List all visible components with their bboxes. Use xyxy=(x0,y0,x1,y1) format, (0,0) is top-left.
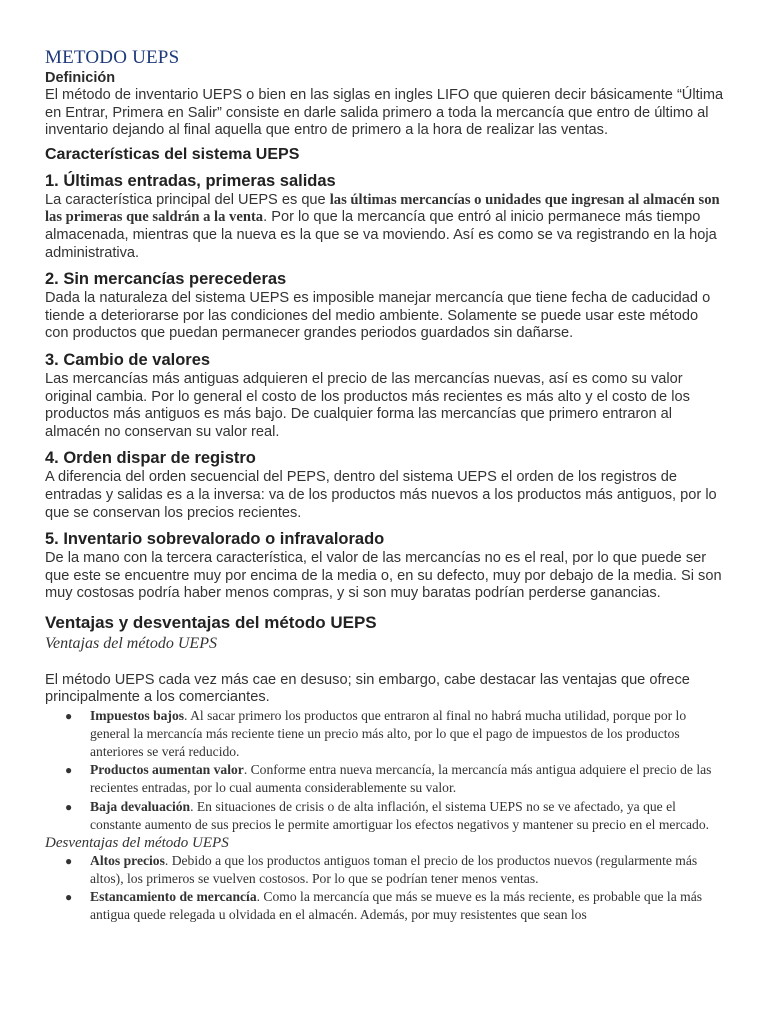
disadvantages-list xyxy=(45,852,724,924)
bullet-icon: ● xyxy=(65,853,73,868)
characteristic-1-text-before: La característica principal del UEPS es que xyxy=(45,191,330,208)
document-title: METODO UEPS xyxy=(45,47,180,68)
advantages-list xyxy=(45,707,724,834)
list-item xyxy=(65,888,724,924)
disadvantages-subheading: Desventajas del método UEPS xyxy=(45,834,229,851)
advantage-2-term: Productos aumentan valor xyxy=(90,762,244,778)
bullet-icon: ● xyxy=(65,709,73,724)
pros-cons-heading: Ventajas y desventajas del método UEPS xyxy=(45,612,377,632)
bullet-icon: ● xyxy=(65,889,73,904)
advantage-1-text: . Al sacar primero los productos que entraron al final no habrá mucha utilidad, porque por lo general la mercancía más reciente tiene un precio más alto, por lo que el pago de impuestos de los productos anteriores se verá reducido. xyxy=(90,708,687,760)
characteristic-1-text xyxy=(45,192,724,262)
characteristic-2-heading: 2. Sin mercancías perecederas xyxy=(45,270,287,289)
characteristic-1-text-after: . Por lo que la mercancía que entró al inicio permanece más tiempo almacenada, mientras que la nueva es la que se va moviendo. Así es como se va registrando en la hoja administrativa. xyxy=(45,209,717,261)
list-item xyxy=(65,852,724,888)
bullet-icon: ● xyxy=(65,799,73,814)
advantage-2-text: . Conforme entra nueva mercancía, la mercancía más antigua adquiere el precio de las recientes entradas, por lo cual aumenta considerablemente su valor. xyxy=(90,762,712,796)
bullet-icon: ● xyxy=(65,763,73,778)
advantage-3-text: . En situaciones de crisis o de alta inflación, el sistema UEPS no se ve afectado, ya que el constante aumento de sus precios le permite amortiguar los efectos negativos y mantener su precio en el mercado. xyxy=(90,798,710,832)
characteristic-3-text: Las mercancías más antiguas adquieren el precio de las mercancías nuevas, así es como su valor original cambia. Por lo general el costo de los productos más recientes es más alto y el costo de los productos más antiguos es más bajo. De cualquier forma las mercancías que primero entraron al almacén no conservan su valor real. xyxy=(45,370,690,440)
characteristic-3-heading: 3. Cambio de valores xyxy=(45,350,211,369)
definition-text: El método de inventario UEPS o bien en las siglas en ingles LIFO que quieren decir básicamente “Última en Entrar, Primera en Salir” consiste en darle salida primero a toda la mercancía que entro de último al inventario dejando al final aquella que entro de primero a la hora de realizar las ventas. xyxy=(45,87,724,139)
list-item xyxy=(65,798,724,834)
characteristic-5-heading: 5. Inventario sobrevalorado o infravalorado xyxy=(45,530,385,549)
definition-heading: Definición xyxy=(45,70,116,86)
characteristic-2-text: Dada la naturaleza del sistema UEPS es imposible manejar mercancía que tiene fecha de caducidad o tiende a deteriorarse por las condiciones del medio ambiente. Solamente se puede usar este método con productos que puedan permanecer grandes periodos guardados sin dañarse. xyxy=(45,290,711,342)
characteristic-5-text: De la mano con la tercera característica, el valor de las mercancías no es el real, por lo que puede ser que este se encuentre muy por encima de la media o, en su defecto, muy por debajo de la media. Si son muy costosas podría haber menos compras, y si son muy baratas podrían perderse ganancias. xyxy=(45,550,722,602)
characteristic-1-bold: las últimas mercancías o unidades que ingresan al almacén son las primeras que saldrán a la venta xyxy=(45,191,720,226)
advantages-subheading: Ventajas del método UEPS xyxy=(45,634,217,652)
disadvantage-1-text: . Debido a que los productos antiguos toman el precio de los productos nuevos (regularmente más altos), los primeros se vuelven costosos. Por lo que se podrían tener menos ventas. xyxy=(90,852,698,886)
spacer xyxy=(45,654,724,672)
advantages-intro: El método UEPS cada vez más cae en desuso; sin embargo, cabe destacar las ventajas que ofrece principalmente a los comerciantes. xyxy=(45,671,690,706)
advantage-1-term: Impuestos bajos xyxy=(90,708,185,724)
characteristic-4-text: A diferencia del orden secuencial del PEPS, dentro del sistema UEPS el orden de los registros de entradas y salidas es a la inversa: va de los productos más nuevos a los productos más antiguos, por lo que se conservan los precios recientes. xyxy=(45,469,717,521)
characteristics-heading: Características del sistema UEPS xyxy=(45,145,300,163)
characteristic-1-heading: 1. Últimas entradas, primeras salidas xyxy=(45,171,336,190)
list-item xyxy=(65,707,724,761)
disadvantage-2-text: . Como la mercancía que más se mueve es la más reciente, es probable que la más antigua quede relegada u olvidada en el almacén. Además, por muy resistentes que sean los xyxy=(90,888,703,922)
characteristic-4-heading: 4. Orden dispar de registro xyxy=(45,449,256,468)
list-item xyxy=(65,761,724,797)
disadvantage-1-term: Altos precios xyxy=(90,852,165,868)
advantage-3-term: Baja devaluación xyxy=(90,798,191,814)
disadvantage-2-term: Estancamiento de mercancía xyxy=(90,888,257,904)
